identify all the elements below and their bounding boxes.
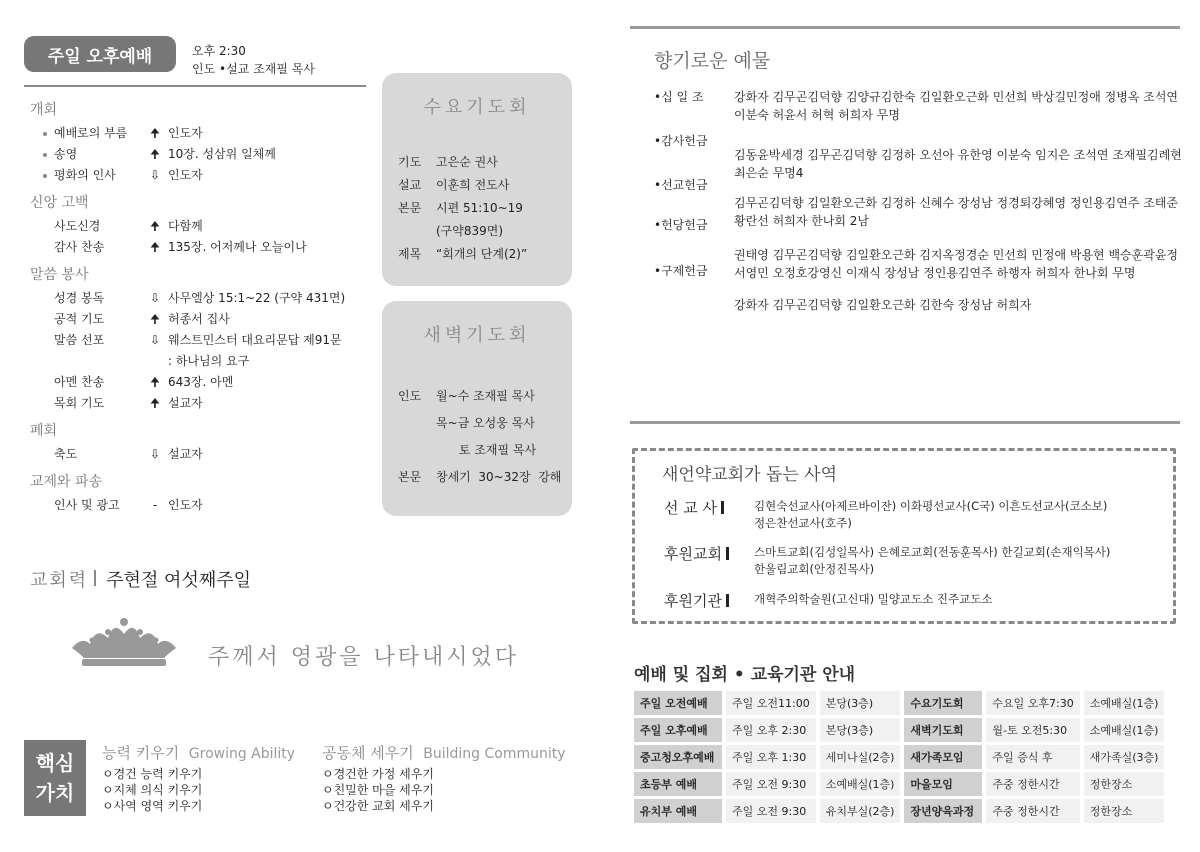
schedule-cell: 본당(3층)	[820, 691, 901, 715]
calendar-value: 주현절 여섯째주일	[106, 570, 251, 591]
offering-category: •십 일 조	[654, 90, 704, 104]
stand-icon: 🠉	[150, 240, 160, 254]
box-line-key: 기도	[398, 155, 422, 169]
schedule-name: 유치부 예배	[634, 799, 722, 823]
box-line	[398, 383, 572, 410]
box-line	[398, 220, 572, 243]
box-line-key: 설교	[398, 178, 422, 192]
dawn-prayer-box	[382, 301, 572, 516]
core-a-item: ㅇ경건 능력 키우기	[102, 767, 203, 781]
mission-line: 한울림교회(안정진목사)	[754, 562, 875, 576]
schedule-cell: 세미나실(2층)	[820, 745, 901, 769]
order-row	[30, 144, 370, 165]
order-item-name: 감사 찬송	[54, 240, 105, 254]
schedule-cell: 주일 오전 9:30	[726, 799, 816, 823]
order-item-value: : 하나님의 요구	[168, 354, 250, 368]
schedule-cell: 정한장소	[1084, 799, 1165, 823]
sit-icon: ⇩	[149, 333, 161, 347]
order-item-name: 사도신경	[54, 219, 101, 233]
box-line-value: 목~금 오성웅 목사	[436, 416, 535, 430]
box-line-value: (구약839면)	[436, 224, 504, 238]
mission-category	[664, 543, 754, 578]
schedule-cell: 소예배실(1층)	[820, 772, 901, 796]
stand-icon: 🠉	[150, 219, 160, 233]
stand-icon: 🠉	[150, 126, 160, 140]
schedule-cell: 주일 오후 1:30	[726, 745, 816, 769]
mission-category-label: 후원교회	[664, 545, 722, 563]
service-leader: 인도 •설교 조재필 목사	[192, 62, 315, 76]
wednesday-title: 수요기도회	[423, 97, 531, 118]
box-line-value: 창세기 30~32장 강해	[436, 470, 562, 484]
service-title-badge: 주일 오후예배	[24, 36, 176, 72]
box-line	[398, 197, 572, 220]
order-item-value: 135장. 어저께나 오늘이나	[168, 240, 307, 254]
core-a-en: Growing Ability	[188, 746, 296, 762]
schedule-name: 마을모임	[904, 772, 982, 796]
offering-names: 김무곤김덕향 김일환오근화 김정하 신혜수 장성남 정경퇴강혜영 정인용김연주 조태준 황란선 허희자 한나회 2남	[734, 196, 1179, 228]
divider	[24, 85, 366, 87]
crown-icon	[68, 614, 180, 668]
mission-line: 김현숙선교사(아제르바이잔) 이화평선교사(C국) 이흔도선교사(코소보)	[754, 499, 1108, 513]
box-line	[398, 243, 572, 266]
schedule-title: 예배 및 집회 • 교육기관 안내	[634, 665, 856, 685]
order-item-name: 성경 봉독	[54, 291, 105, 305]
schedule-name: 새가족모임	[904, 745, 982, 769]
box-line	[398, 410, 572, 437]
calendar-bar	[94, 570, 96, 586]
schedule-row	[634, 718, 1164, 742]
section-heading: 폐회	[30, 423, 58, 439]
box-line-key: 제목	[398, 247, 422, 261]
core-values-badge: 핵심 가치	[24, 740, 86, 816]
offering-names: 강화자 김무곤김덕향 김양규김한숙 김일환오근화 민선희 박상길민정애 정병옥 조석연 이분숙 허윤서 허혁 허희자 무명	[734, 90, 1179, 122]
schedule-name: 장년양육과정	[904, 799, 982, 823]
order-row	[30, 123, 370, 144]
order-item-value: 인도자	[168, 498, 203, 512]
order-row	[30, 165, 370, 186]
order-item-value: 643장. 아멘	[168, 375, 234, 389]
schedule-name: 새벽기도회	[904, 718, 982, 742]
offering-category: •선교헌금	[654, 178, 708, 192]
order-item-name: 평화의 인사	[30, 165, 142, 186]
order-item-name: 말씀 선포	[54, 333, 105, 347]
order-row	[30, 372, 370, 393]
order-row	[30, 351, 370, 372]
schedule-row	[634, 745, 1164, 769]
church-calendar	[30, 566, 251, 592]
mission-category-label: 후원기관	[664, 592, 722, 610]
order-item-name: 예배로의 부름	[30, 123, 142, 144]
order-row	[30, 495, 370, 516]
stand-icon: 🠉	[150, 396, 160, 410]
box-line	[398, 437, 572, 464]
schedule-name: 중고청오후예배	[634, 745, 722, 769]
order-item-name: 송영	[30, 144, 142, 165]
mission-bar	[726, 594, 729, 607]
order-item-name	[30, 351, 142, 372]
sit-icon: ⇩	[149, 447, 161, 461]
mission-line: 스마트교회(김성일목사) 은혜로교회(전동훈목사) 한길교회(손재익목사)	[754, 545, 1111, 559]
box-line-value: “회개의 단계(2)”	[436, 247, 528, 261]
schedule-cell: 새가족실(3층)	[1084, 745, 1165, 769]
box-line-key	[398, 220, 436, 243]
mission-line: 개혁주의학술원(고신대) 밀양교도소 진주교도소	[754, 592, 993, 606]
order-item-value: 10장. 성삼위 일체께	[168, 147, 276, 161]
order-item-name: 아멘 찬송	[54, 375, 105, 389]
core-value-ability	[102, 742, 295, 814]
box-line-value: 월~수 조재필 목사	[436, 389, 535, 403]
section-heading: 개회	[30, 102, 58, 118]
section-heading: 말씀 봉사	[30, 267, 89, 283]
order-item-value: 설교자	[168, 447, 203, 461]
core-value-community	[322, 742, 566, 814]
motto: 주께서 영광을 나타내시었다	[208, 645, 520, 670]
order-row	[30, 288, 370, 309]
order-item-value: 사무엘상 15:1~22 (구약 431면)	[168, 291, 346, 305]
order-item-value: 인도자	[168, 126, 203, 140]
core-b-item: ㅇ건강한 교회 세우기	[322, 799, 434, 813]
order-row	[30, 309, 370, 330]
mission-category-label: 선 교 사	[664, 499, 718, 517]
core-b-item: ㅇ친밀한 마을 세우기	[322, 783, 434, 797]
core-a-item: ㅇ지체 의식 키우기	[102, 783, 203, 797]
stand-icon: 🠉	[150, 375, 160, 389]
missions-title: 새언약교회가 돕는 사역	[662, 465, 838, 485]
schedule-name: 주일 오후예배	[634, 718, 722, 742]
mission-bar	[721, 501, 724, 514]
mission-names	[754, 543, 1164, 578]
box-line-key: 본문	[398, 201, 422, 215]
box-line-key	[398, 410, 436, 437]
schedule-cell: 주일 증식 후	[986, 745, 1079, 769]
order-item-name: 축도	[54, 447, 78, 461]
section-heading: 신앙 고백	[30, 195, 89, 211]
mission-category	[664, 497, 754, 532]
mission-row	[664, 543, 1164, 578]
order-item-value: 설교자	[168, 396, 203, 410]
calendar-label: 교회력	[30, 570, 89, 591]
mission-bar	[726, 547, 729, 560]
offering-names: 강화자 김무곤김덕향 김일환오근화 김한숙 장성남 허희자	[734, 298, 1032, 312]
schedule-cell: 소예배실(1층)	[1084, 691, 1165, 715]
box-line-value: 시편 51:10~19	[436, 201, 523, 215]
schedule-cell: 주일 오전 9:30	[726, 772, 816, 796]
schedule-name: 수요기도회	[904, 691, 982, 715]
stand-icon: 🠉	[150, 312, 160, 326]
core-a-ko: 능력 키우기	[102, 744, 180, 762]
schedule-row	[634, 799, 1164, 823]
schedule-table	[630, 688, 1168, 826]
order-item-value: 다함께	[168, 219, 203, 233]
divider	[630, 421, 1180, 424]
schedule-name: 주일 오전예배	[634, 691, 722, 715]
box-line-value: 고은순 권사	[436, 155, 498, 169]
mission-row	[664, 590, 1164, 611]
sit-icon: ⇩	[149, 291, 161, 305]
core-b-item: ㅇ경건한 가정 세우기	[322, 767, 434, 781]
wednesday-prayer-box	[382, 73, 572, 286]
order-mark	[142, 351, 168, 372]
schedule-cell: 월-토 오전5:30	[986, 718, 1079, 742]
sit-icon: ⇩	[149, 168, 161, 182]
schedule-cell: 주중 정한시간	[986, 772, 1079, 796]
schedule-cell: 주일 오후 2:30	[726, 718, 816, 742]
order-item-name: 인사 및 광고	[54, 498, 120, 512]
offering-names: 김동윤박세경 김무곤김덕향 김정하 오선아 유한영 이분숙 임지은 조석연 조재필김례현 최은순 무명4	[734, 148, 1182, 180]
core-b-ko: 공동체 세우기	[322, 744, 414, 762]
order-mark: -	[152, 498, 158, 512]
schedule-row	[634, 691, 1164, 715]
mission-line: 정은찬선교사(호주)	[754, 516, 852, 530]
box-line-key: 인도	[398, 389, 422, 403]
order-item-value: 허종서 집사	[168, 312, 230, 326]
mission-category	[664, 590, 754, 611]
schedule-cell: 유치부실(2층)	[820, 799, 901, 823]
box-line	[398, 464, 572, 491]
box-line-key	[398, 437, 436, 464]
order-of-worship	[30, 100, 370, 516]
core-a-item: ㅇ사역 영역 키우기	[102, 799, 203, 813]
order-item-name: 목회 기도	[54, 396, 105, 410]
schedule-cell: 주일 오전11:00	[726, 691, 816, 715]
schedule-row	[634, 772, 1164, 796]
order-item-value: 인도자	[168, 168, 203, 182]
offering-category: •구제헌금	[654, 264, 708, 278]
schedule-cell: 주중 정한시간	[986, 799, 1079, 823]
mission-names	[754, 590, 1164, 611]
offering-title: 향기로운 예물	[654, 50, 771, 72]
offering-category: •헌당헌금	[654, 218, 708, 232]
dawn-title: 새벽기도회	[423, 325, 531, 346]
mission-row	[664, 497, 1164, 532]
order-row	[30, 330, 370, 351]
mission-names	[754, 497, 1164, 532]
core-b-en: Building Community	[423, 746, 566, 762]
box-line	[398, 151, 572, 174]
schedule-cell: 수요일 오후7:30	[986, 691, 1079, 715]
order-item-value: 웨스트민스터 대요리문답 제91문	[168, 333, 342, 347]
order-row	[30, 216, 370, 237]
schedule-cell: 본당(3층)	[820, 718, 901, 742]
box-line-key: 본문	[398, 470, 422, 484]
box-line-value: 이훈희 전도사	[436, 178, 510, 192]
offering-names: 권태영 김무곤김덕향 김일환오근화 김지옥정경순 민선희 민정애 박용현 백승훈곽윤정 서영민 오정호강영신 이재식 장성남 정인용김연주 하행자 허희자 한나회 무명	[734, 248, 1179, 280]
order-row	[30, 444, 370, 465]
service-info	[192, 42, 315, 78]
box-line	[398, 174, 572, 197]
service-time: 오후 2:30	[192, 44, 246, 58]
offering-category: •감사헌금	[654, 134, 708, 148]
order-row	[30, 393, 370, 414]
schedule-name: 초등부 예배	[634, 772, 722, 796]
order-item-name: 공적 기도	[54, 312, 105, 326]
box-line-value: 토 조재필 목사	[436, 443, 537, 457]
divider	[630, 26, 1180, 29]
section-heading: 교제와 파송	[30, 474, 103, 490]
stand-icon: 🠉	[150, 147, 160, 161]
schedule-cell: 소예배실(1층)	[1084, 718, 1165, 742]
order-row	[30, 237, 370, 258]
schedule-cell: 정한장소	[1084, 772, 1165, 796]
